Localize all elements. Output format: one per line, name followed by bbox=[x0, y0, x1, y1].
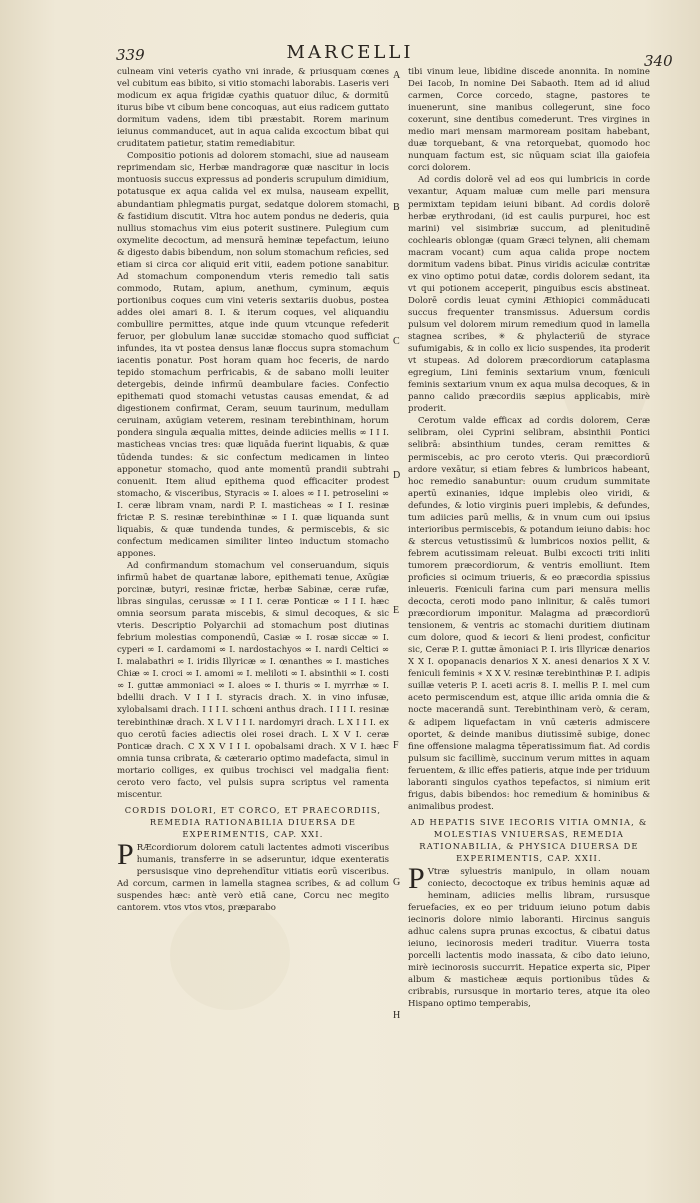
paragraph: tibi vinum leue, libidine discede anonnita. In nomine Dei Iacob, In nomine Dei Sabaoth. Item ad id aliud carmen, Corce corcedo, stagne, pastores te inuenerunt, sine manibus collegerunt, sine foco coxerunt, sine dentibus comederunt. Tres virgines in medio mari mensam marmoream positam habebant, duæ torquebant, & vna retorquebat, quomodo hoc nunquam factum est, sic nūquam sciat illa gaiofeia corci dolorem. bbox=[408, 67, 650, 174]
drop-cap: P bbox=[117, 837, 134, 871]
chapter-heading-text: AD HEPATIS SIVE IECORIS VITIA OMNIA, & MOLESTIAS VNIUERSAS, REMEDIA RATIONABILIA, & PHYSICA DIUERSA DE EXPERIMENTIS, CAP. XXII. bbox=[410, 816, 648, 863]
drop-cap: P bbox=[408, 861, 425, 895]
page-number-right: 340 bbox=[644, 52, 673, 70]
paragraph: Cerotum valde efficax ad cordis dolorem, Ceræ selibram, olei Cyprini selibram, absinthii Pontici selibrā: absinthium tundes, ceram remittes & permiscebis, ac pro ceroto vteris. Qui præcordiorū ardore vexātur, si etiam febres & lumbricos habeant, hoc remedio sanabuntur: ouum crudum summitate apertū exinanies, idque implebis oleo viridi, & defundes, & lotio virginis pueri implebis, & defundes, tum adiicies parū mellis, & in vnum cum oui ipsius interioribus permiscebis, & potandum ieiuno dabis: hoc & stercus vetustissimū & lumbricos noxios pellit, & febrem acutissimam releuat. Bulbi excocti triti inliti tumorem præcordiorum, & ventris emolliunt. Item proficies si ocimum triueris, & eo præcordia spissius inleueris. Fœniculi farina cum pari mensura mellis decocta, ceroti modo pano inlinitur, & calēs tumori præcordiorum imponitur. Malagma ad præcordiorū tensionem, & ventris ac stomachi duritiem diutinam cum dolore, quod & iecori & lieni prodest, conficitur sic, Ceræ P. I. guttæ āmoniaci P. I. iris Illyricæ denarios X X I. opopanacis denarios X X. anesi denarios X X V. feniculi feminis ∗ X X V. resinæ terebinthinæ P. I. adipis suillæ veteris P. I. aceti acris 8. I. mellis P. I. mel cum aceto permiscendum est, atque illic arida omnia die & nocte macerandā sunt. Terebinthinam verò, & ceram, & adipem liquefactam in vnū cæteris admiscere oportet, & deinde manibus diutissimē subige, donec fine offensione malagma tēperatissimum fiat. Ad cordis pulsum sic facillimè, succinum verum mittes in aquam feruentem, & illic effes patieris, atque inde per triduum laboranti singulos cyathos tepefactos, si nimium erit frigus, dabis bibendos: hoc remedium & hominibus & animalibus prodest. bbox=[408, 416, 650, 812]
running-header bbox=[0, 38, 700, 68]
paragraph-text: RÆcordiorum dolorem catuli lactentes admoti visceribus humanis, transferre in se adseruntur, idque exenteratis persusisque vino deprehendītur vitiatis eorū visceribus. Ad corcum, carmen in lamella stagnea scribes, & ad collum suspendes hæc: antè verò etiā cane, Corcu nec megito cantorem. vtos vtos vtos, præparabo bbox=[117, 842, 389, 914]
margin-letter: F bbox=[393, 740, 399, 751]
chapter-heading bbox=[408, 816, 650, 864]
paragraph bbox=[117, 837, 389, 914]
running-title: MARCELLI bbox=[286, 42, 414, 63]
paragraph: Ad cordis dolorē vel ad eos qui lumbricis in corde vexantur, Aquam maluæ cum melle pari mensura permixtam tepidam ieiuni bibant. Ad cordis dolorē herbæ erythrodani, (id est caulis purpurei, hoc est marini) vel sisimbriæ succum, ad plenitudinē cochlearis oblongæ (quam Græci telynen, alii chemam macram vocant) cum aqua calida prope noctem dormitum vadens bibat. Pinus viridis aciculæ contritæ ex vino optimo potui datæ, cordis dolorem sedant, ita vt qui potionem acceperit, pinguibus escis abstineat. Dolorē cordis leuat cymini Æthiopici commāducati succus frequenter transmissus. Aduersum cordis pulsum vel dolorem mirum remedium quod in lamella stagnea scribes, ✳ & phylacteriū de styrace sufumigabis, & in collo ex licio suspendes, ita proderit vt stupeas. Ad dolorem præcordiorum cataplasma egregium, Lini feminis sextarium vnum, fœniculi feminis sextarium vnum ex aqua mulsa decoques, & in panno calido præcordiis sæpius applicabis, mirè proderit. bbox=[408, 175, 650, 415]
page-stain bbox=[170, 900, 290, 1010]
chapter-heading bbox=[117, 804, 389, 840]
margin-letter: D bbox=[393, 470, 401, 481]
margin-letter: B bbox=[393, 202, 400, 213]
left-column bbox=[117, 66, 389, 914]
paragraph: Compositio potionis ad dolorem stomachi, siue ad nauseam reprimendam sic, Herbæ mandragoræ quæ nascitur in locis montuosis succus expressus ad ponderis scrupulum dimidium, potatusque ex aqua calida vel ex mulsa, nauseam expellit, abundantiam phlegmatis purgat, sedatque dolorem stomachi, & fastidium discutit. Vltra hoc autem pondus ne dederis, quia nullius stomachus vim eius poterit sustinere. Pulegium cum oxymelite decoctum, ad mensurā heminæ tepefactum, ieiuno & digesto dabis bibendum, non solum stomachum reficies, sed etiam si circa cor aliquid erit vitii, eadem potione sanabitur. Ad stomachum componendum vteris remedio tali satis commodo, Rutam, apium, anethum, cyminum, æquis portionibus coques cum vini veteris sextariis duobus, postea addes olei amari 8. I. & iterum coques, vel aliquandiu combullire permittes, atque inde quum vtcunque refederit feruor, per globulum lanæ succidæ stomacho quod sufficiat infundes, ita vt postea densus lanæ floccus supra stomachum iacentis ponatur. Post horam quam hoc feceris, de nardo tepido stomachum perfricabis, & de sabano molli leuiter detergebis, deinde infirmū deambulare facies. Confectio epithemati quod stomachi vetustas causas emendat, & ad digestionem confirmat, Ceram, seuum taurinum, medullam ceruinam, axūgiam veterem, resinam terebinthinam, horum pondera singula æqualia mittes, deinde adiicies mellis ∞ I I I. masticheas vncias tres: quæ liquāda fuerint liquabis, & quæ tūdenda tundes: & sic confectum medicamen in linteo apponetur stomacho, quod ante momentū prandii subtrahi conuenit. Item aliud epithema quod efficaciter prodest stomacho, & visceribus, Styracis ∞ I. aloes ∞ I I. petroselini ∞ I. ceræ libram vnam, nardi P. I. masticheas ∞ I I. resinæ frictæ P. S. resinæ terebinthinæ ∞ I I. quæ liquanda sunt liquabis, & quæ tundenda tundes, & permiscebis, & sic confectum medicamen similiter linteo inductum stomacho appones. bbox=[117, 151, 389, 559]
page-number-left: 339 bbox=[116, 46, 145, 64]
paragraph: Ad confirmandum stomachum vel conseruandum, siquis infirmū habet de quartanæ labore, epithemati tenue, Axūgiæ porcinæ, butyri, resinæ frictæ, herbæ Sabinæ, ceræ rufæ, libras singulas, cerussæ ∞ I I I. ceræ Ponticæ ∞ I I I. hæc omnia seorsum parata miscebis, & simul decoques, & sic vteris. Descriptio Polyarchii ad stomachum post diutinas febrium molestias componendū, Casiæ ∞ I. rosæ siccæ ∞ I. cyperi ∞ I. cardamomi ∞ I. nardostachyos ∞ I. nardi Celtici ∞ I. malabathri ∞ I. iridis Illyricæ ∞ I. œnanthes ∞ I. mastiches Chiæ ∞ I. croci ∞ I. amomi ∞ I. meliloti ∞ I. absinthii ∞ I. costi ∞ I. guttæ ammoniaci ∞ I. aloes ∞ I. thuris ∞ I. myrrhæ ∞ I. bdellii drach. V I I I. styracis drach. X. in vino infusæ, xylobalsami drach. I I I I. schœni anthus drach. I I I I. resinæ terebinthinæ drach. X L V I I I. nardomyri drach. L X I I I. ex quo cerotū facies adiectis olei rosei drach. L X V I. ceræ Ponticæ drach. C X X V I I I. opobalsami drach. X V I. hæc omnia tunsa cribrata, & cæterario optimo madefacta, simul in mortario colliges, ex quibus trochisci vel madgalia fient: ceroto vero facto, vel pulsis supra scriptus vel ramenta miscentur. bbox=[117, 560, 389, 800]
chapter-heading-text: CORDIS DOLORI, ET CORCO, ET PRAECORDIIS, REMEDIA RATIONABILIA DIUERSA DE EXPERIMENTIS, CAP. XXI. bbox=[124, 804, 382, 839]
margin-letter: H bbox=[393, 1010, 401, 1021]
margin-letter: E bbox=[393, 605, 400, 616]
margin-letter: G bbox=[393, 877, 401, 888]
margin-letter: A bbox=[393, 70, 401, 81]
paragraph: culneam vini veteris cyatho vni inrade, & priusquam cœnes vel cubitum eas bibito, si vitio stomachi laborabis. Laseris veri modicum ex aqua frigidæ cyathis quatuor diluc, & dormitū iturus bibe vt cibum bene concoquas, aut eius radicem guttato dormitum vadens, idem tibi præstabit. Rorem marinum ieiunus commanducet, aut in aqua calida excoctum bibat qui cruditatem patietur, statim remediabitur. bbox=[117, 67, 389, 150]
right-column bbox=[408, 66, 650, 1010]
paragraph-text: Vtræ syluestris manipulo, in ollam nouam coniecto, decoctoque ex tribus heminis aquæ ad heminam, adiicies mellis libram, rursusque feruefacies, ex eo per triduum ieiuno potum dabis iecinoris dolore nimio laboranti. Hircinus sanguis adhuc calens supra prunas excoctus, & cibatui datus ieiuno, iecinorosis mederi traditur. Viuerra tosta porcelli lactentis modo inassata, & cibo dato ieiuno, mirè iecinorosis succurrit. Hepatice experta sic, Piper album & masticheæ æquis portionibus tūdes & cribrabis, rursusque in mortario teres, atque ita oleo Hispano optimo temperabis, bbox=[408, 866, 650, 1010]
paragraph bbox=[408, 861, 650, 1011]
margin-letter: C bbox=[393, 336, 400, 347]
